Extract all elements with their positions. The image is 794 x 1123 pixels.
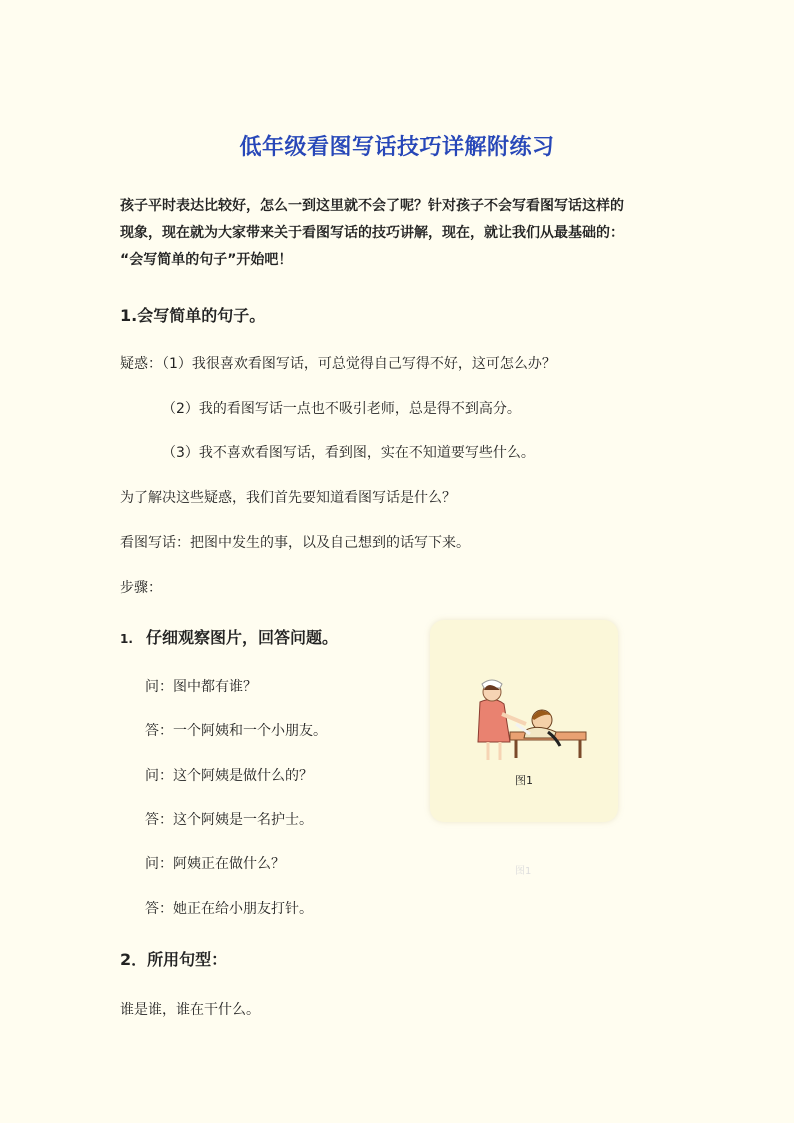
doubt-line — [120, 353, 556, 373]
doubt-line: （2）我的看图写话一点也不吸引老师，总是得不到高分。 — [162, 401, 521, 417]
intro-line: “会写简单的句子”开始吧！ — [120, 252, 293, 268]
nurse-injection-illustration — [430, 620, 618, 770]
doubt-line: （3）我不喜欢看图写话，看到图，实在不知道要写些什么。 — [162, 445, 535, 461]
page-title: 低年级看图写话技巧详解附练习 — [239, 135, 555, 160]
qa-line: 问：图中都有谁？ — [145, 679, 257, 695]
step-heading-text: 仔细观察图片，回答问题。 — [146, 628, 339, 647]
section1-heading: 1.会写简单的句子。 — [120, 306, 266, 325]
step1-heading — [120, 625, 338, 648]
qa-line: 答：这个阿姨是一名护士。 — [145, 812, 313, 828]
figure-caption-reflection: 图1 — [515, 866, 532, 877]
doubts-label: 疑惑： — [120, 356, 162, 372]
section2-heading: 2．所用句型： — [120, 950, 228, 969]
qa-line: 答：她正在给小朋友打针。 — [145, 901, 313, 917]
qa-line: 问：这个阿姨是做什么的？ — [145, 768, 313, 784]
intro-line: 孩子平时表达比较好，怎么一到这里就不会了呢？针对孩子不会写看图写话这样的 — [120, 198, 624, 214]
step-number: 1. — [120, 632, 133, 646]
sentence-pattern: 谁是谁，谁在干什么。 — [120, 1002, 260, 1018]
doubt-text: （1）我很喜欢看图写话，可总觉得自己写得不好，这可怎么办？ — [162, 356, 556, 372]
figure-card — [430, 620, 618, 822]
qa-line: 问：阿姨正在做什么？ — [145, 856, 285, 872]
steps-label: 步骤： — [120, 580, 162, 596]
intro-paragraph — [120, 193, 680, 274]
figure-caption: 图1 — [515, 774, 533, 787]
qa-line: 答：一个阿姨和一个小朋友。 — [145, 723, 327, 739]
definition-line: 看图写话：把图中发生的事，以及自己想到的话写下来。 — [120, 535, 470, 551]
resolve-line: 为了解决这些疑惑，我们首先要知道看图写话是什么？ — [120, 490, 456, 506]
intro-line: 现象，现在就为大家带来关于看图写话的技巧讲解，现在，就让我们从最基础的： — [120, 225, 624, 241]
